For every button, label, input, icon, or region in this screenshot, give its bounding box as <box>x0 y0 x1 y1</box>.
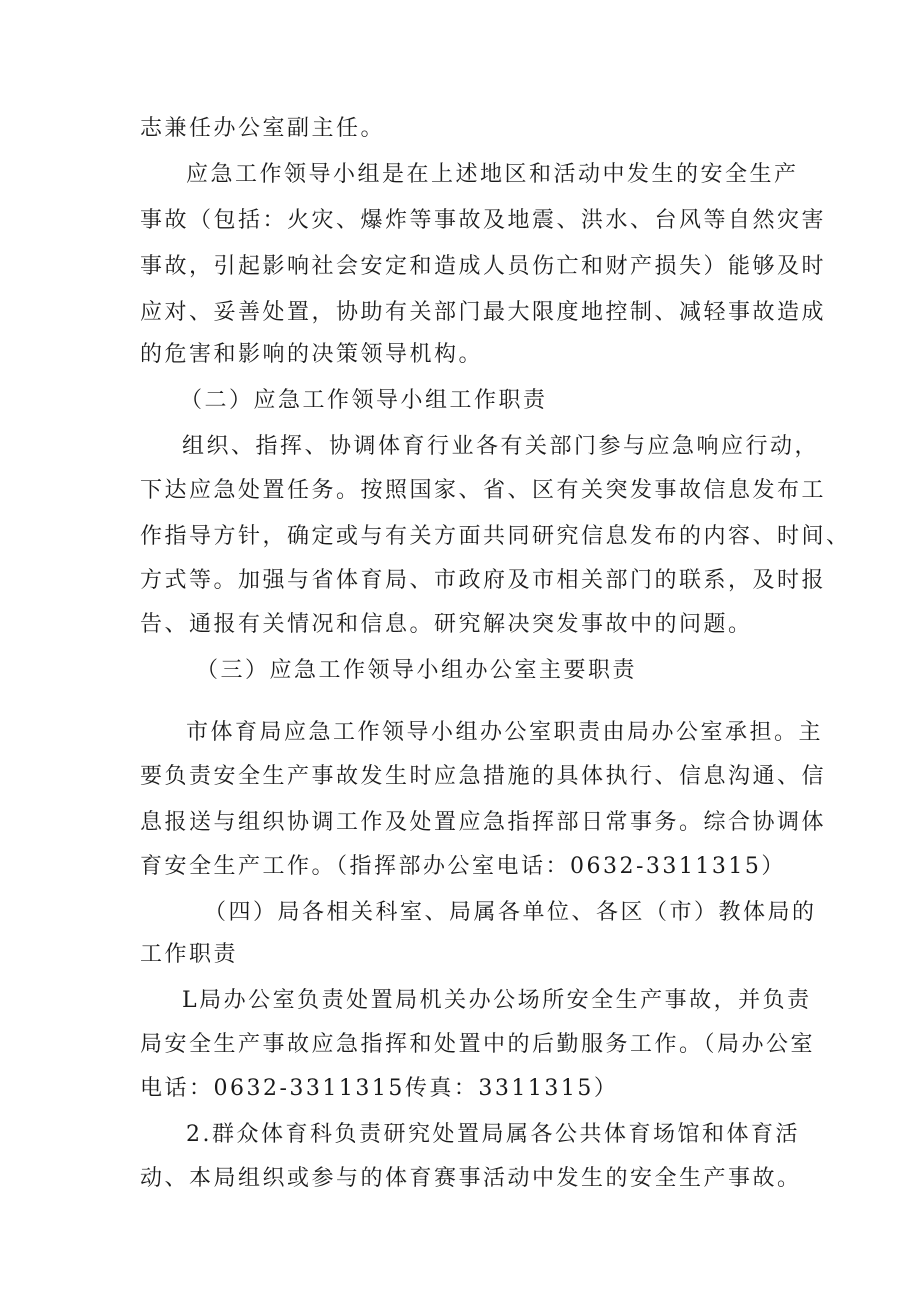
section-heading-2: （二）应急工作领导小组工作职责 <box>180 388 548 413</box>
text-line-21: 局安全生产事故应急指挥和处置中的后勤服务工作。（局办公室 <box>140 1032 816 1057</box>
text-line-12: 告、通报有关情况和信息。研究解决突发事故中的问题。 <box>140 612 753 637</box>
text-line-23: 2.群众体育科负责研究处置局属各公共体育场馆和体育活 <box>186 1122 800 1147</box>
section-heading-4: （四）局各相关科室、局属各单位、各区（市）教体局的 <box>204 900 817 925</box>
text-line-5: 应对、妥善处置，协助有关部门最大限度地控制、减轻事故造成 <box>140 300 827 325</box>
section-heading-3: （三）应急工作领导小组办公室主要职责 <box>196 658 638 683</box>
text-line-15: 要负责安全生产事故发生时应急措施的具体执行、信息沟通、信 <box>140 764 827 789</box>
text-line-19: 工作职责 <box>140 942 239 967</box>
text-line-20: L局办公室负责处置局机关办公场所安全生产事故，并负责 <box>182 988 812 1013</box>
text-line-10: 作指导方针，确定或与有关方面共同研究信息发布的内容、时间、 <box>140 524 851 549</box>
text-line-3: 事故（包括：火灾、爆炸等事故及地震、洪水、台风等自然灾害 <box>140 208 827 233</box>
text-line-1: 志兼任办公室副主任。 <box>140 116 386 141</box>
text-line-9: 下达应急处置任务。按照国家、省、区有关突发事故信息发布工 <box>140 478 827 503</box>
text-line-24: 动、本局组织或参与的体育赛事活动中发生的安全生产事故。 <box>140 1166 802 1191</box>
text-line-16: 息报送与组织协调工作及处置应急指挥部日常事务。综合协调体 <box>140 810 827 835</box>
text-line-6: 的危害和影响的决策领导机构。 <box>140 342 484 367</box>
text-line-17: 育安全生产工作。（指挥部办公室电话：0632-3311315） <box>140 854 786 879</box>
text-line-8: 组织、指挥、协调体育行业各有关部门参与应急响应行动， <box>182 434 820 459</box>
text-line-11: 方式等。加强与省体育局、市政府及市相关部门的联系，及时报 <box>140 568 827 593</box>
text-line-14: 市体育局应急工作领导小组办公室职责由局办公室承担。主 <box>186 720 824 745</box>
text-line-22: 电话：0632-3311315传真：3311315） <box>140 1076 619 1101</box>
text-line-2: 应急工作领导小组是在上述地区和活动中发生的安全生产 <box>186 162 799 187</box>
text-line-4: 事故，引起影响社会安定和造成人员伤亡和财产损失）能够及时 <box>140 254 827 279</box>
